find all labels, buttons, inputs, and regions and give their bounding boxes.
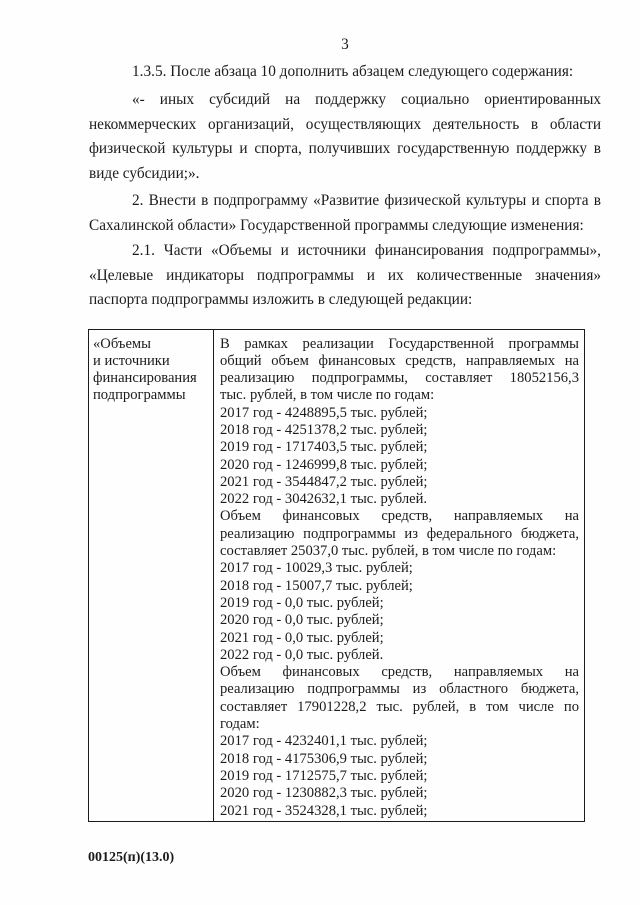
value-line: 2018 год - 4175306,9 тыс. рублей;: [220, 750, 428, 767]
text-line: «Целевые индикаторы подпрограммы и их количественные значения»: [89, 266, 601, 284]
value-line: 2022 год - 0,0 тыс. рублей.: [220, 646, 384, 663]
value-line: 2020 год - 0,0 тыс. рублей;: [220, 612, 384, 629]
value-line: 2017 год - 4248895,5 тыс. рублей;: [220, 404, 428, 421]
value-line: 2019 год - 1717403,5 тыс. рублей;: [220, 439, 428, 456]
label-line: подпрограммы: [93, 387, 186, 404]
label-line: финансирования: [93, 370, 197, 387]
value-line: 2021 год - 0,0 тыс. рублей;: [220, 629, 384, 646]
value-line: реализацию подпрограммы, составляет 18052156,3: [220, 370, 579, 387]
value-line: тыс. рублей, в том числе по годам:: [220, 387, 435, 404]
paragraph-item-1-3-5: [89, 60, 601, 85]
value-line: 2018 год - 4251378,2 тыс. рублей;: [220, 421, 428, 438]
text-line: паспорта подпрограммы изложить в следующей редакции:: [89, 291, 473, 309]
value-line: реализацию подпрограммы из областного бюджета,: [220, 681, 579, 698]
value-line: В рамках реализации Государственной программы: [220, 335, 579, 352]
paragraph-item-2: [89, 189, 601, 238]
document-code: 00125(п)(13.0): [88, 850, 175, 865]
paragraph-item-2-1: [89, 239, 601, 313]
table-label-cell: [89, 330, 214, 821]
page-number: 3: [341, 36, 349, 53]
text-line: некоммерческих организаций, осуществляющих деятельность в области: [89, 115, 601, 133]
label-line: «Объемы: [93, 335, 151, 352]
paragraph-quoted-amendment: [89, 88, 601, 187]
value-line: 2020 год - 1230882,3 тыс. рублей;: [220, 785, 428, 802]
value-line: 2020 год - 1246999,8 тыс. рублей;: [220, 456, 428, 473]
text-line: Сахалинской области» Государственной программы следующие изменения:: [89, 216, 584, 234]
value-line: 2018 год - 15007,7 тыс. рублей;: [220, 577, 413, 594]
value-line: 2019 год - 1712575,7 тыс. рублей;: [220, 767, 428, 784]
value-line: Объем финансовых средств, направляемых на: [220, 664, 579, 681]
value-line: 2017 год - 10029,3 тыс. рублей;: [220, 560, 413, 577]
text-line: 2.1. Части «Объемы и источники финансирования подпрограммы»,: [132, 242, 601, 259]
value-line: Объем финансовых средств, направляемых на: [220, 508, 579, 525]
text-line: 2. Внести в подпрограмму «Развитие физической культуры и спорта в: [132, 192, 601, 209]
value-line: годам:: [220, 716, 260, 733]
value-line: 2017 год - 4232401,1 тыс. рублей;: [220, 733, 428, 750]
text-line: «- иных субсидий на поддержку социально ориентированных: [132, 91, 601, 108]
value-line: 2019 год - 0,0 тыс. рублей;: [220, 594, 384, 611]
table-value-cell: [214, 330, 584, 821]
label-line: и источники: [93, 352, 170, 369]
value-line: реализацию подпрограммы из федерального бюджета,: [220, 525, 579, 542]
text-line: виде субсидии;».: [89, 165, 200, 183]
value-line: 2021 год - 3544847,2 тыс. рублей;: [220, 473, 428, 490]
value-line: общий объем финансовых средств, направляемых на: [220, 352, 579, 369]
value-line: составляет 17901228,2 тыс. рублей, в том числе по: [220, 698, 579, 715]
passport-table: [88, 329, 585, 822]
value-line: составляет 25037,0 тыс. рублей, в том числе по годам:: [220, 543, 557, 560]
value-line: 2022 год - 3042632,1 тыс. рублей.: [220, 491, 428, 508]
value-line: 2021 год - 3524328,1 тыс. рублей;: [220, 802, 428, 819]
text-line: физической культуры и спорта, получивших государственную поддержку в: [89, 140, 601, 158]
text-line: 1.3.5. После абзаца 10 дополнить абзацем следующего содержания:: [132, 63, 574, 80]
